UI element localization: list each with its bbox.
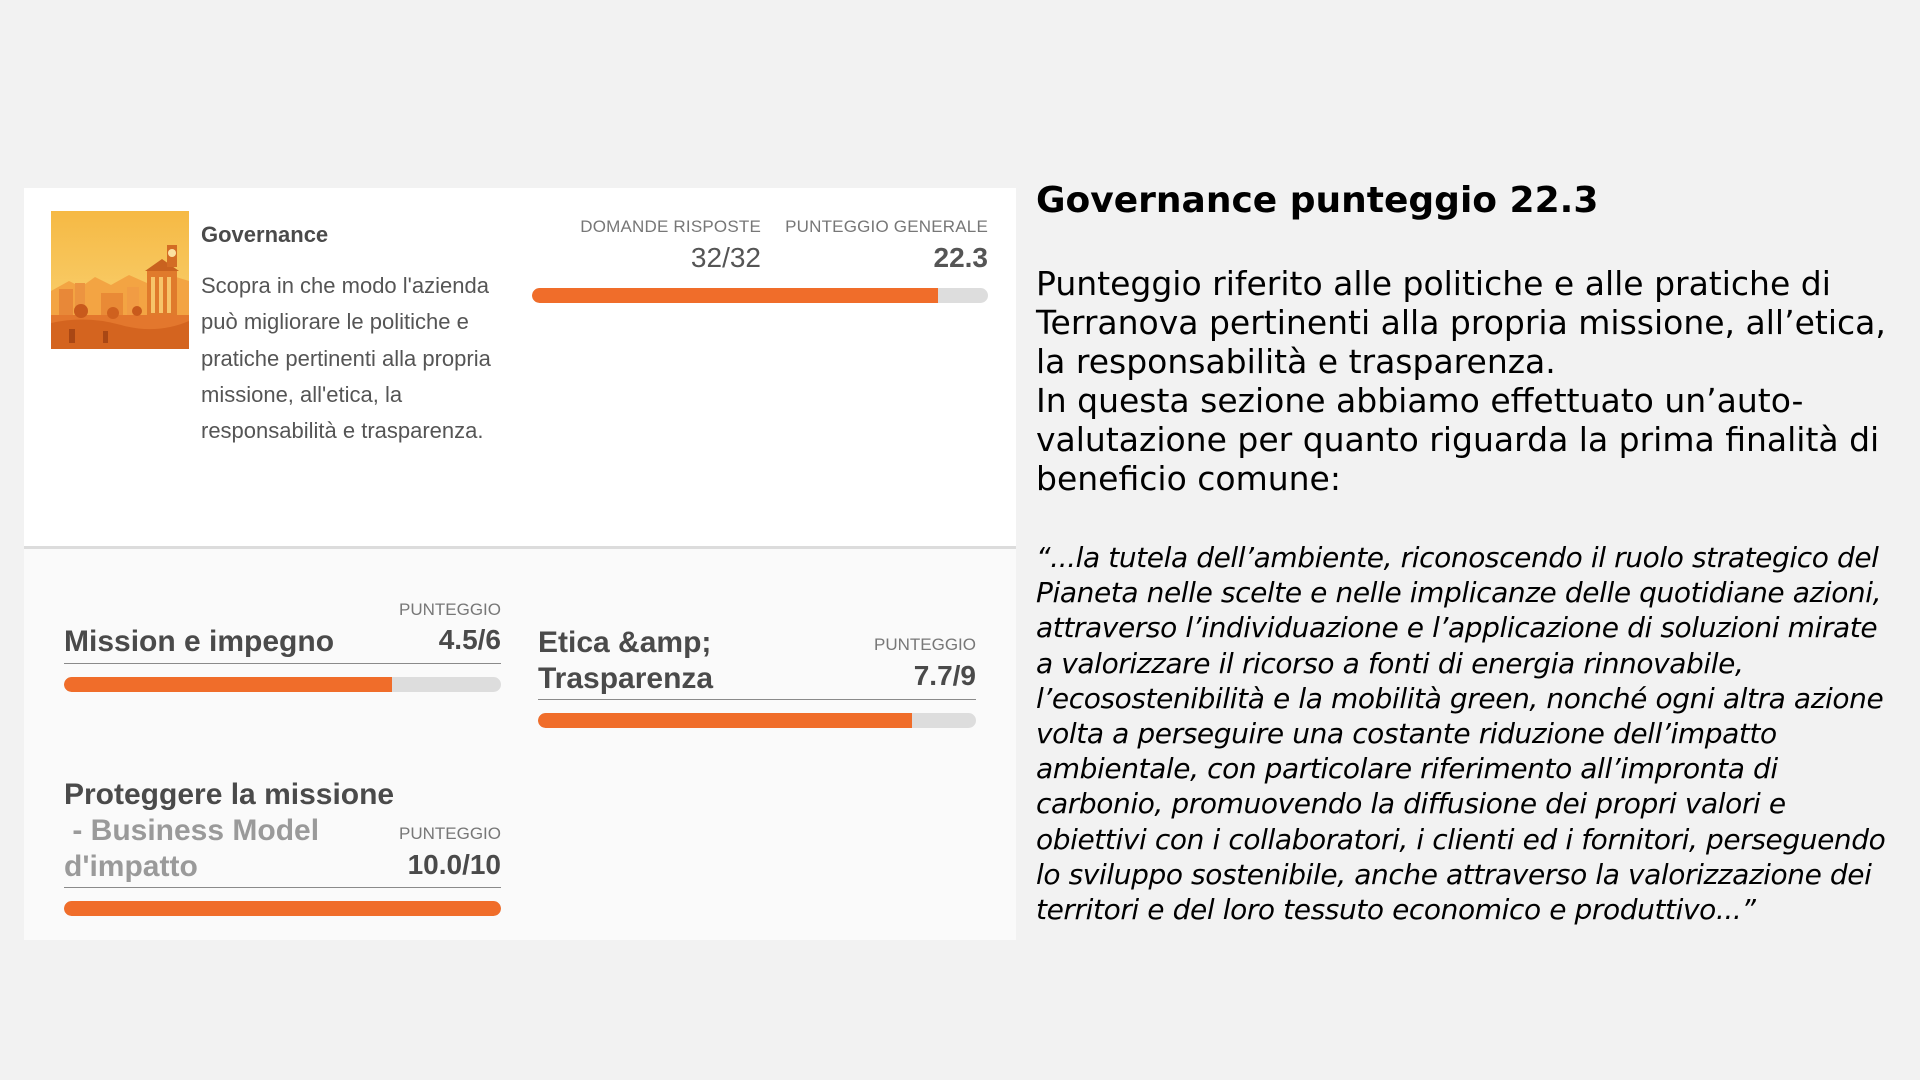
protect-progress-bar <box>64 901 501 916</box>
mission-score-value: 4.5/6 <box>438 624 501 655</box>
ethics-divider <box>538 699 976 700</box>
governance-illustration <box>51 211 189 349</box>
overall-progress-fill <box>532 288 938 303</box>
mission-progress-bar <box>64 677 501 692</box>
mission-progress-fill <box>64 677 392 692</box>
protect-title-line2 <box>64 813 319 849</box>
ethics-title-line2: Trasparenza <box>538 662 714 695</box>
overall-score-label: PUNTEGGIO GENERALE <box>785 217 988 236</box>
protect-title-line3-text: d'impatto <box>64 850 198 883</box>
governance-description: Scopra in che modo l'azienda può migliorare le politiche e pratiche pertinenti alla propria missione, all'etica, la responsabilità e trasparenza. <box>201 273 491 444</box>
governance-card <box>24 188 1016 940</box>
mission-title: Mission e impegno <box>64 625 335 658</box>
overall-score-value: 22.3 <box>933 242 988 273</box>
ethics-score-label: PUNTEGGIO <box>873 635 976 654</box>
ethics-progress-bar <box>538 713 976 728</box>
protect-title-line3 <box>64 849 198 885</box>
protect-title-line1: Proteggere la missione <box>64 778 395 811</box>
overall-progress-bar <box>532 288 988 303</box>
ethics-progress-fill <box>538 713 912 728</box>
mission-divider <box>64 663 501 664</box>
city-illustration-icon <box>51 211 189 349</box>
ethics-title-line1: Etica &amp; <box>538 626 712 659</box>
governance-header <box>24 188 1016 549</box>
protect-divider <box>64 887 501 888</box>
questions-answered-label: DOMANDE RISPOSTE <box>580 217 761 236</box>
protect-progress-fill <box>64 901 501 916</box>
protect-title-line2-text: - Business Model <box>64 814 320 847</box>
governance-title: Governance <box>201 222 329 247</box>
protect-score-value: 10.0/10 <box>407 849 501 880</box>
ethics-score-value: 7.7/9 <box>913 660 976 691</box>
page-title: Governance punteggio 22.3 <box>1036 180 1599 221</box>
questions-answered-value: 32/32 <box>690 242 761 273</box>
intro-paragraph: Punteggio riferito alle politiche e alle pratiche di Terranova pertinenti alla propria missione, all’etica, la responsabilità e trasparenza. In questa sezione abbiamo effettuato un’auto-valutazione per quanto riguarda la prima finalità di beneficio comune: <box>1036 264 1886 498</box>
protect-score-label: PUNTEGGIO <box>398 824 501 843</box>
mission-score-label: PUNTEGGIO <box>398 600 501 619</box>
benefit-quote: “...la tutela dell’ambiente, riconoscendo il ruolo strategico del Pianeta nelle scelte e nelle implicanze delle quotidiane azioni, attraverso l’individuazione e l’applicazione di soluzioni mirate a valorizzare il ricorso a fonti di energia rinnovabile, l’ecosostenibilità e la mobilità green, nonché ogni altra azione volta a perseguire una costante riduzione dell’impatto ambientale, con particolare riferimento all’impronta di carbonio, promuovendo la diffusione dei propri valori e obiettivi con i collaboratori, i clienti ed i fornitori, perseguendo lo sviluppo sostenibile, anche attraverso la valorizzazione dei territori e del loro tessuto economico e produttivo...” <box>1036 541 1886 927</box>
